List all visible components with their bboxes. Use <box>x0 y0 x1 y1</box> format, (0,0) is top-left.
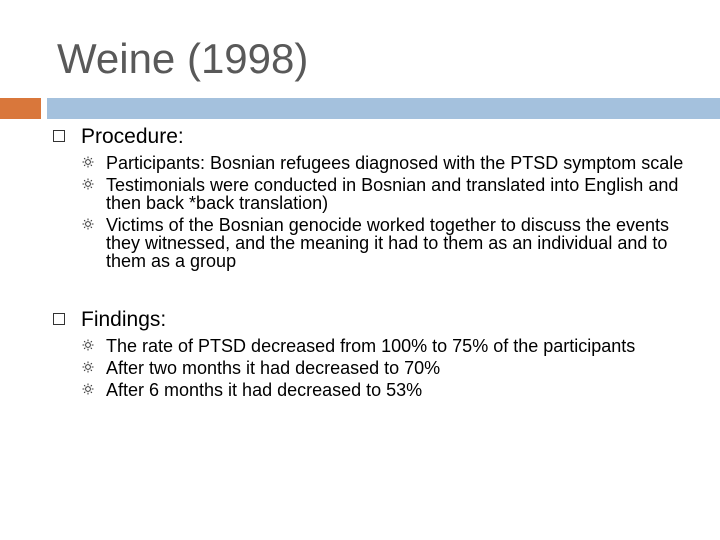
procedure-list <box>53 154 703 270</box>
procedure-heading: Procedure: <box>81 125 184 148</box>
accent-bar-orange <box>0 98 41 119</box>
slide-title: Weine (1998) <box>57 35 309 82</box>
list-item <box>53 154 703 172</box>
list-item <box>53 359 703 377</box>
checkbox-icon <box>53 313 65 325</box>
list-item <box>53 381 703 399</box>
sun-bullet-icon <box>82 178 94 190</box>
findings-heading: Findings: <box>81 308 167 331</box>
procedure-heading-row <box>53 124 703 150</box>
sun-bullet-icon <box>82 361 94 373</box>
procedure-item-text: Victims of the Bosnian genocide worked together to discuss the events they witnessed, and the meaning it had to them as an individual and to them as a group <box>106 215 669 271</box>
list-item <box>53 216 703 270</box>
findings-list <box>53 337 703 399</box>
accent-bar-blue <box>47 98 720 119</box>
findings-heading-row <box>53 307 703 333</box>
checkbox-icon <box>53 130 65 142</box>
sun-bullet-icon <box>82 383 94 395</box>
sun-bullet-icon <box>82 339 94 351</box>
findings-item-text: After two months it had decreased to 70% <box>106 358 441 378</box>
procedure-section <box>53 124 703 274</box>
procedure-item-text: Testimonials were conducted in Bosnian and translated into English and then back *back translation) <box>106 175 679 213</box>
findings-item-text: After 6 months it had decreased to 53% <box>106 380 423 400</box>
sun-bullet-icon <box>82 156 94 168</box>
findings-item-text: The rate of PTSD decreased from 100% to 75% of the participants <box>106 336 636 356</box>
sun-bullet-icon <box>82 218 94 230</box>
findings-section <box>53 307 703 403</box>
list-item <box>53 337 703 355</box>
procedure-item-text: Participants: Bosnian refugees diagnosed with the PTSD symptom scale <box>106 153 684 173</box>
list-item <box>53 176 703 212</box>
